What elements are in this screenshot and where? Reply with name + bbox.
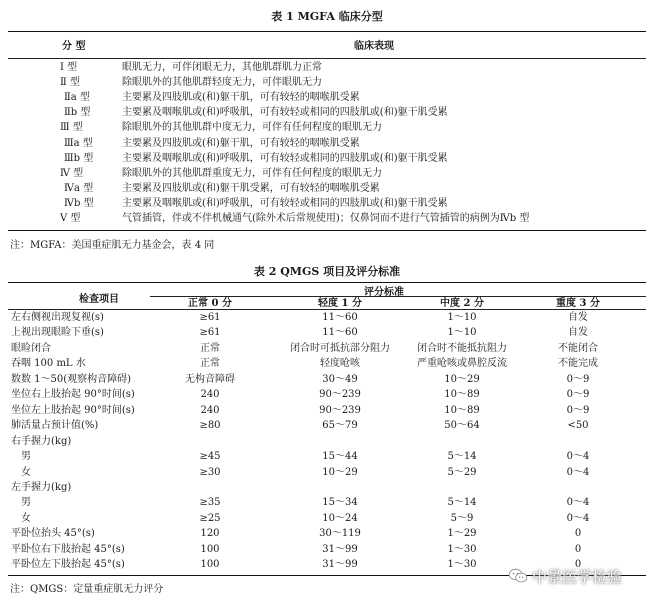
table2-score-cell: 5～29: [447, 466, 477, 478]
table2-score-cell: 不能闭合: [558, 342, 598, 354]
table1-row: [0, 137, 654, 151]
table1-type-cell: Ⅰ 型: [60, 62, 78, 73]
table2-item-cell: 男: [11, 497, 31, 509]
table2-score-cell: 1～30: [447, 559, 477, 571]
table2-top-rule: [8, 282, 646, 283]
table1-desc-cell: 主要累及咽喉肌或(和)呼吸肌，可有较轻或相同的四肢肌或(和)躯干肌受累: [122, 107, 448, 119]
table2-score-cell: 31～99: [322, 543, 358, 555]
table2-score-cell: 11～60: [322, 312, 358, 323]
table2-title: 表 2 QMGS 项目及评分标准: [253, 265, 401, 278]
table1-row: [0, 121, 654, 135]
table1-row: [0, 212, 654, 226]
grade-mild: 轻度 1 分: [318, 298, 362, 309]
table2-score-cell: 10～29: [444, 373, 480, 385]
table2-score-cell: 10～24: [322, 512, 358, 524]
table2-row: [0, 342, 654, 356]
table1-bottom-rule: [8, 230, 646, 231]
wechat-icon: [508, 568, 528, 584]
table2-score-cell: 1～10: [447, 327, 477, 339]
table2-row: [0, 512, 654, 526]
table2-score-cell: 100: [200, 543, 220, 555]
table1-type-cell: Ⅳb 型: [64, 197, 94, 209]
table2-score-cell: <50: [567, 420, 589, 432]
table2-score-cell: 30～49: [322, 373, 358, 385]
table2-item-cell: 右手握力(kg): [11, 435, 72, 447]
table2-score-cell: 0～4: [566, 512, 590, 524]
table2-score-cell: 5～14: [447, 497, 477, 509]
table2-score-cell: 不能完成: [558, 358, 598, 370]
table1-desc-cell: 主要累及咽喉肌或(和)呼吸肌，可有较轻或相同的四肢肌或(和)躯干肌受累: [122, 152, 448, 164]
table1-top-rule: [8, 31, 646, 32]
table2-score-cell: 自发: [568, 327, 588, 339]
table2-score-cell: 0～9: [566, 389, 590, 401]
table2-score-cell: ≥45: [199, 451, 221, 463]
table1-desc-cell: 除眼肌外的其他肌群重度无力，可伴有任何程度的眼肌无力: [122, 167, 382, 179]
table1-row: [0, 167, 654, 181]
table1-desc-cell: 主要累及四肢肌或(和)躯干肌受累，可有较轻的咽喉肌受累: [122, 182, 380, 194]
table1-type-cell: Ⅱ 型: [60, 77, 80, 89]
table1-row: [0, 182, 654, 196]
table2-score-cell: 严重呛咳或鼻腔反流: [417, 358, 507, 370]
grade-moderate: 中度 2 分: [440, 298, 484, 309]
table2-header-group: 评分标准: [364, 287, 404, 298]
table1-row: [0, 91, 654, 105]
table2-score-cell: 10～29: [322, 466, 358, 478]
table2-score-cell: 正常: [200, 342, 220, 354]
table1-desc-cell: 主要累及四肢肌或(和)躯干肌，可有较轻的咽喉肌受累: [122, 92, 360, 104]
table1-row: [0, 152, 654, 166]
table2-score-cell: 0: [574, 559, 582, 571]
table1-type-cell: Ⅲ 型: [60, 122, 83, 134]
table2-item-cell: 眼睑闭合: [11, 342, 51, 354]
table2-score-cell: 90～239: [319, 389, 361, 401]
table2-score-cell: ≥61: [199, 327, 221, 339]
table2-score-cell: 0: [574, 543, 582, 555]
table2-row: [0, 357, 654, 371]
table1-header-rule: [8, 58, 646, 59]
table2-score-cell: 0: [574, 528, 582, 540]
table2-score-cell: 正常: [200, 358, 220, 370]
table2-score-cell: 1～30: [447, 543, 477, 555]
table2-score-cell: 5～9: [450, 512, 474, 524]
table2-row: [0, 450, 654, 464]
table1-row: [0, 197, 654, 211]
table1-title: 表 1 MGFA 临床分型: [271, 10, 383, 23]
table1-row: [0, 76, 654, 90]
table2-item-cell: 女: [11, 466, 31, 478]
table1-header-desc: 临床表现: [354, 41, 394, 52]
table1-desc-cell: 眼肌无力，可伴闭眼无力，其他肌群肌力正常: [122, 62, 322, 73]
table2-score-cell: 0～9: [566, 404, 590, 416]
table2-score-cell: ≥80: [199, 420, 221, 432]
table2-score-cell: 15～34: [322, 497, 358, 509]
table2-score-cell: 10～89: [444, 389, 480, 401]
table2-score-cell: 0～9: [566, 373, 590, 385]
table2-score-cell: 50～64: [444, 420, 480, 432]
table2-score-cell: 轻度呛咳: [320, 358, 360, 370]
table2-item-cell: 吞咽 100 mL 水: [11, 358, 86, 370]
table2-item-cell: 数数 1～50(观察构音障碍): [11, 373, 132, 385]
table2-score-cell: 无构音障碍: [185, 373, 235, 385]
table2-score-cell: 240: [200, 389, 220, 401]
table2-score-cell: 11～60: [322, 327, 358, 339]
table2-row: [0, 527, 654, 541]
table2-note: 注：QMGS：定量重症肌无力评分: [10, 584, 164, 595]
table2-row: [0, 373, 654, 387]
table2-score-cell: 5～14: [447, 451, 477, 463]
table2-score-cell: 31～99: [322, 559, 358, 571]
table2-row: [0, 326, 654, 340]
table2-score-cell: 15～44: [322, 451, 358, 463]
table2-item-cell: 肺活量占预计值(%): [11, 420, 99, 432]
table2-item-cell: 女: [11, 512, 31, 524]
table2-score-cell: 90～239: [319, 404, 361, 416]
table2-row: [0, 481, 654, 495]
table2-score-cell: 0～4: [566, 497, 590, 509]
table2-score-cell: 闭合时可抵抗部分阻力: [290, 342, 390, 354]
table2-row: [0, 543, 654, 557]
table1-desc-cell: 除眼肌外的其他肌群轻度无力，可伴眼肌无力: [122, 77, 322, 89]
table2-score-cell: 自发: [568, 312, 588, 323]
table2-score-cell: 1～10: [447, 312, 477, 323]
table2-item-cell: 平卧位抬头 45°(s): [11, 528, 95, 540]
table1-type-cell: Ⅲb 型: [64, 152, 94, 164]
table2-header-rule: [8, 309, 646, 310]
table2-score-cell: ≥25: [199, 512, 221, 524]
table1-type-cell: Ⅱa 型: [64, 92, 90, 104]
table2-row: [0, 496, 654, 510]
table2-item-cell: 左手握力(kg): [11, 481, 72, 493]
table2-score-cell: ≥35: [199, 497, 221, 509]
table1-type-cell: Ⅳ 型: [60, 167, 84, 179]
table2-score-cell: 100: [200, 559, 220, 571]
table2-item-cell: 坐位左上肢抬起 90°时间(s): [11, 404, 135, 416]
table2-item-cell: 平卧位右下肢抬起 45°(s): [11, 543, 125, 555]
watermark-text: 中景医学检验: [532, 567, 623, 586]
table2-header-item: 检查项目: [79, 294, 119, 305]
table2-score-cell: 30～119: [319, 528, 361, 540]
table2-row: [0, 435, 654, 449]
table2-item-cell: 坐位右上肢抬起 90°时间(s): [11, 389, 135, 401]
table2-row: [0, 388, 654, 402]
table2-score-cell: ≥61: [199, 312, 221, 323]
watermark: [508, 566, 622, 586]
table1-type-cell: Ⅳa 型: [64, 182, 94, 194]
table2-row: [0, 311, 654, 325]
grade-normal: 正常 0 分: [188, 298, 232, 309]
table1-type-cell: Ⅱb 型: [64, 107, 91, 119]
table1-desc-cell: 主要累及咽喉肌或(和)呼吸肌，可有较轻或相同的四肢肌或(和)躯干肌受累: [122, 197, 448, 209]
table1-desc-cell: 除眼肌外的其他肌群中度无力，可伴有任何程度的眼肌无力: [122, 122, 382, 134]
table2-score-cell: 闭合时不能抵抗阻力: [417, 342, 507, 354]
table1-desc-cell: 主要累及四肢肌或(和)躯干肌，可有较轻的咽喉肌受累: [122, 137, 360, 149]
table2-row: [0, 466, 654, 480]
table1-note: 注：MGFA：美国重症肌无力基金会，表 4 同: [10, 240, 215, 251]
table2-item-cell: 左右侧视出现复视(s): [11, 312, 104, 323]
table2-item-cell: 上视出现眼睑下垂(s): [11, 327, 104, 339]
table1-desc-cell: 气管插管，伴或不伴机械通气(除外术后常规使用)；仅鼻饲而不进行气管插管的病例为Ⅳb 型: [122, 213, 530, 224]
table2-score-cell: 65～79: [322, 420, 358, 432]
table2-score-cell: 240: [200, 404, 220, 416]
table1-row: [0, 61, 654, 75]
grade-severe: 重度 3 分: [556, 298, 600, 309]
table2-item-cell: 平卧位左下肢抬起 45°(s): [11, 559, 125, 571]
table2-row: [0, 404, 654, 418]
table2-score-cell: 0～4: [566, 451, 590, 463]
table2-score-cell: 1～29: [447, 528, 477, 540]
table1-type-cell: Ⅲa 型: [64, 137, 93, 149]
table1-header-type: 分 型: [62, 41, 86, 52]
table1-type-cell: Ⅴ 型: [60, 213, 81, 224]
table2-row: [0, 419, 654, 433]
table2-score-cell: 10～89: [444, 404, 480, 416]
table2-item-cell: 男: [11, 451, 31, 463]
table2-score-cell: ≥30: [199, 466, 221, 478]
table2-score-cell: 0～4: [566, 466, 590, 478]
table1-row: [0, 106, 654, 120]
table2-score-cell: 120: [200, 528, 220, 540]
